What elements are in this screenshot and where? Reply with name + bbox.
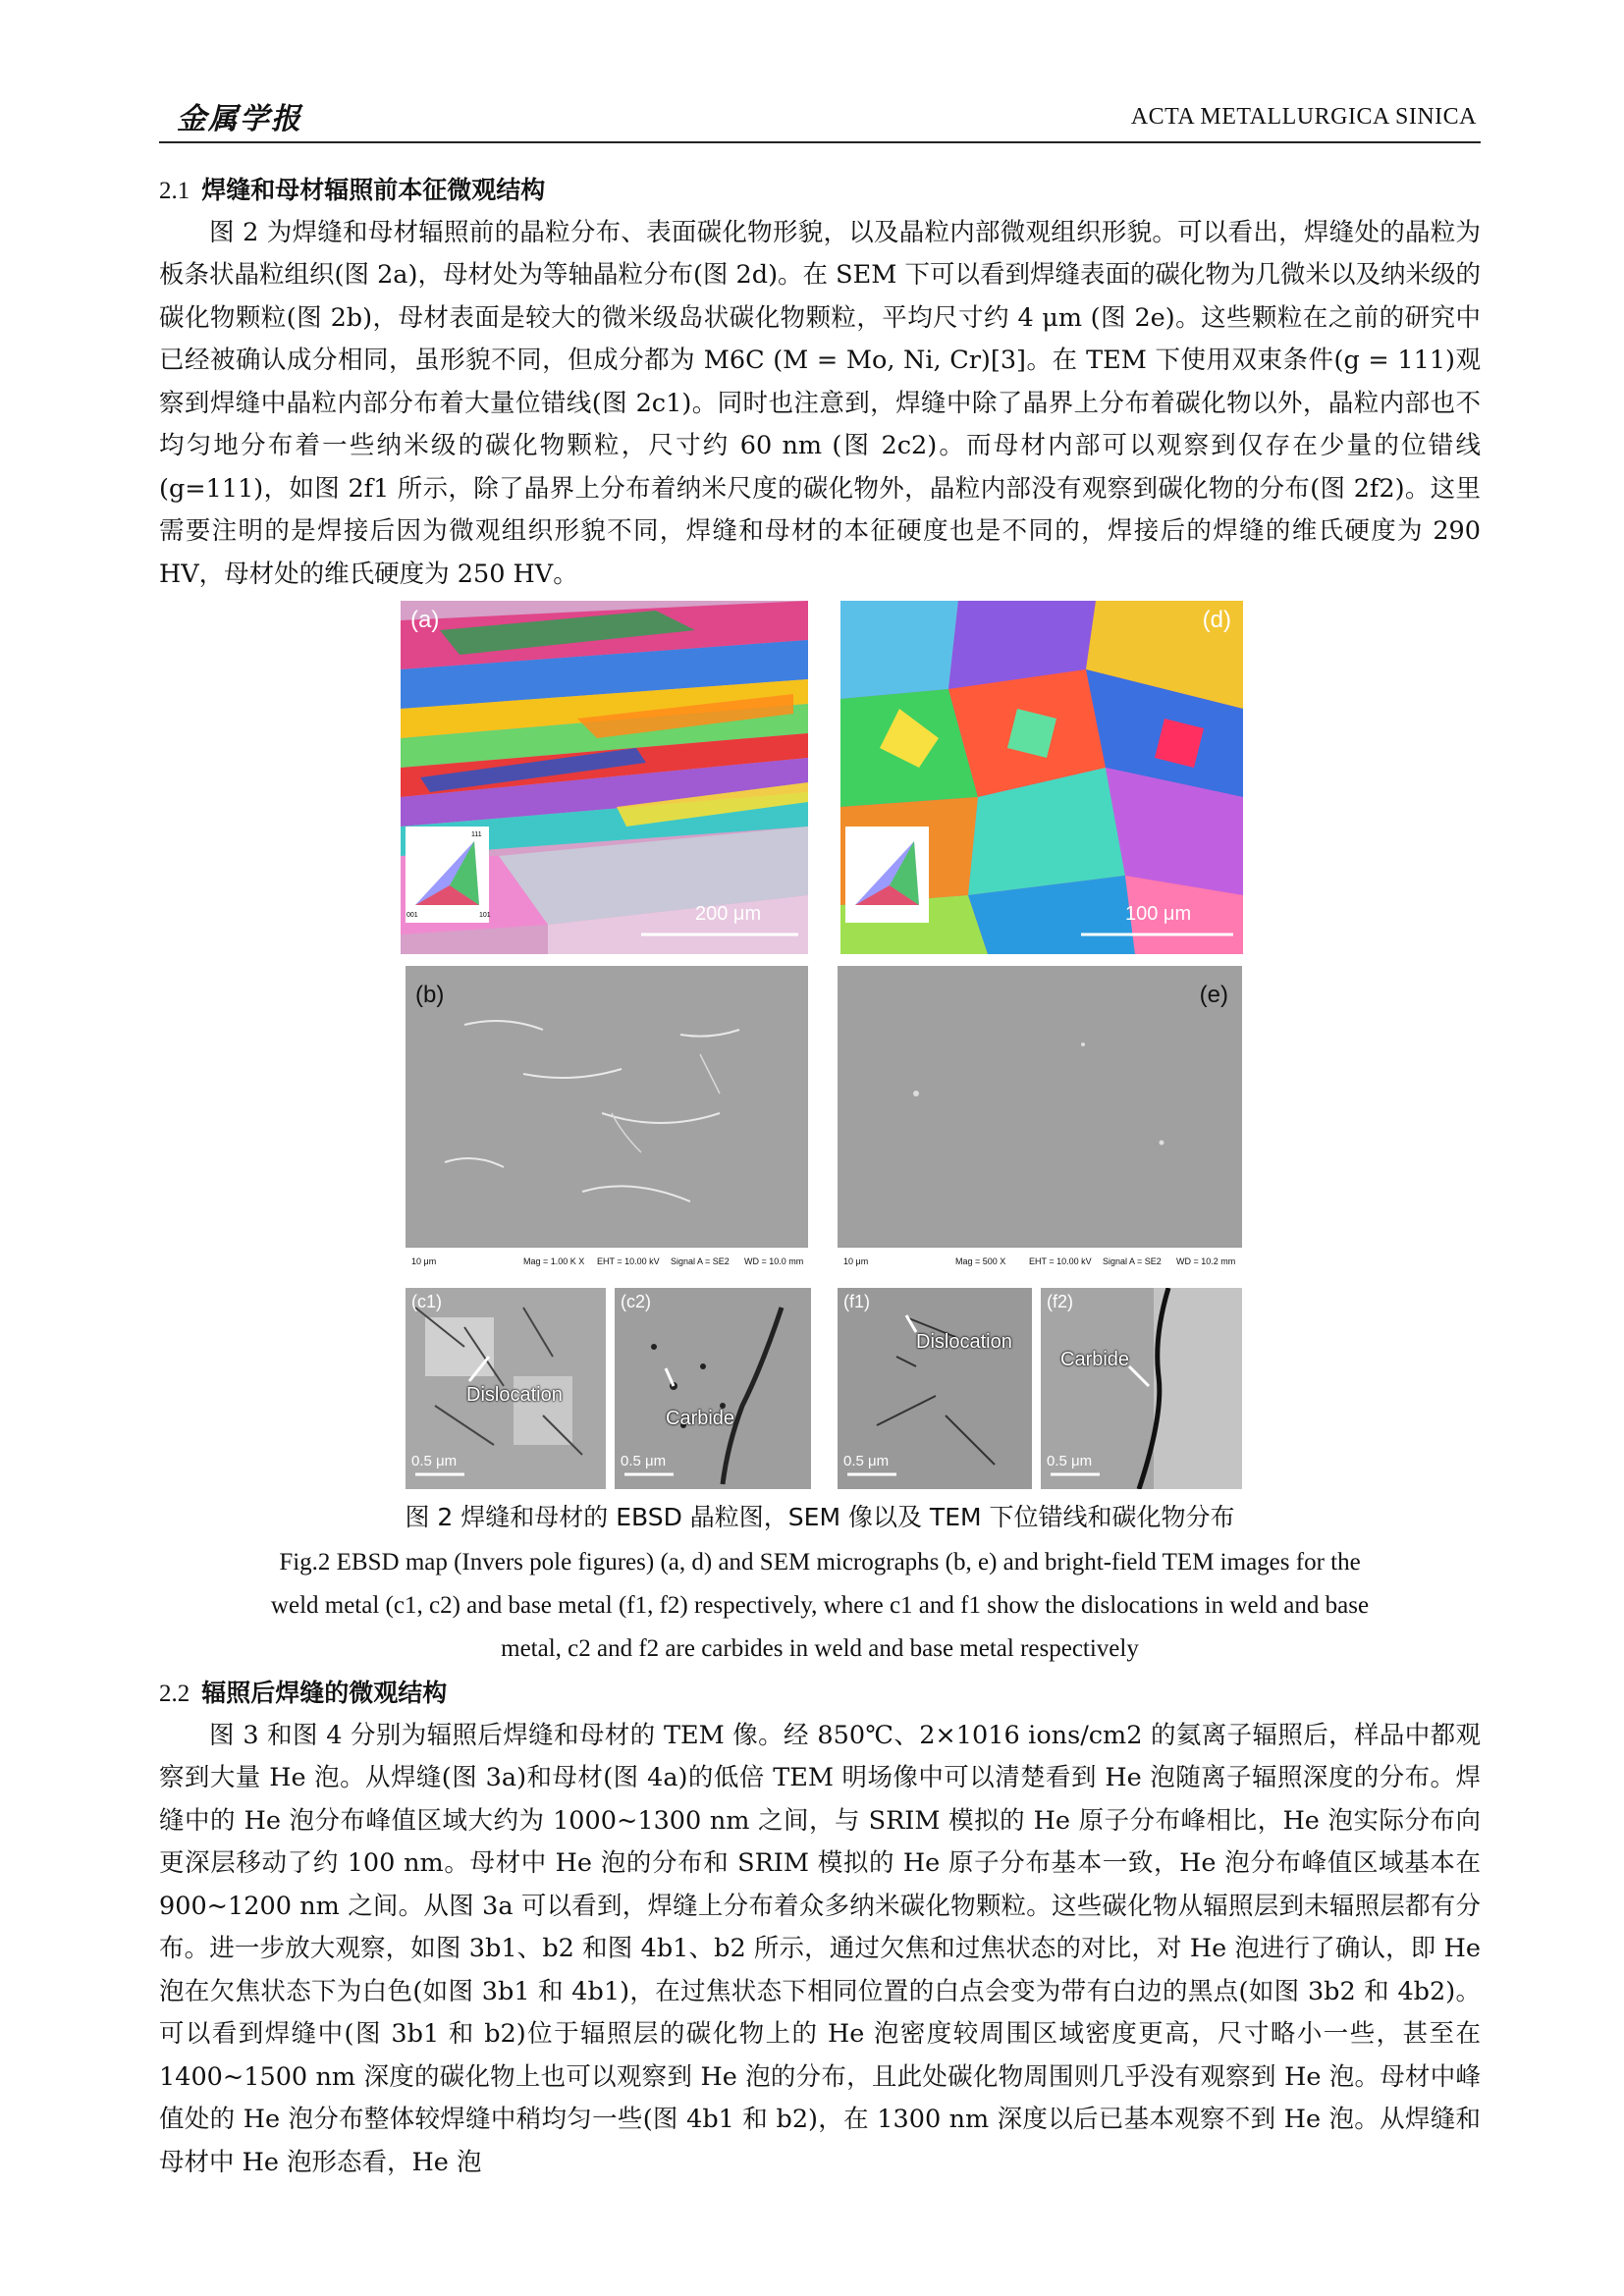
figure-caption-cn: 图 2 焊缝和母材的 EBSD 晶粒图，SEM 像以及 TEM 下位错线和碳化物分布 — [405, 1503, 1235, 1531]
sem-image-weld — [406, 966, 808, 1248]
panel-label-f1: (f1) — [843, 1292, 870, 1311]
panel-label-c1: (c1) — [411, 1292, 442, 1311]
sem-eht-e: EHT = 10.00 kV — [1029, 1256, 1092, 1266]
panel-b-sem-weld — [406, 966, 808, 1275]
figure-caption-en-line3: metal, c2 and f2 are carbides in weld and base metal respectively — [501, 1635, 1139, 1662]
figure-2 — [401, 601, 1241, 1488]
ipf-label-111: 111 — [471, 831, 482, 838]
figure-caption-en-line2: weld metal (c1, c2) and base metal (f1, f2) respectively, where c1 and f1 show the dislocations in weld and base — [270, 1592, 1370, 1619]
page-header — [159, 94, 1481, 143]
panel-label-d: (d) — [1202, 607, 1231, 633]
section-2-1-paragraph: 图 2 为焊缝和母材辐照前的晶粒分布、表面碳化物形貌，以及晶粒内部微观组织形貌。可以看出，焊缝处的晶粒为板条状晶粒组织(图 2a)，母材处为等轴晶粒分布(图 2d)。在 SEM 下可以看到焊缝表面的碳化物为几微米以及纳米级的碳化物颗粒(图 2b)，母材表面是较大的微米级岛状碳化物颗粒，平均尺寸约 4 μm (图 2e)。这些颗粒在之前的研究中已经被确认成分相同，虽形貌不同，但成分都为 M6C (M = Mo, Ni, Cr)[3]。在 TEM 下使用双束条件(g = 111)观察到焊缝中晶粒内部分布着大量位错线(图 2c1)。同时也注意到，焊缝中除了晶界上分布着碳化物以外，晶粒内部也不均匀地分布着一些纳米级的碳化物颗粒，尺寸约 60 nm (图 2c2)。而母材内部可以观察到仅存在少量的位错线 (g=111)，如图 2f1 所示，除了晶界上分布着纳米尺度的碳化物外，晶粒内部没有观察到碳化物的分布(图 2f2)。这里需要注明的是焊接后因为微观组织形貌不同，焊缝和母材的本征硬度也是不同的，焊接后的焊缝的维氏硬度为 290 HV，母材处的维氏硬度为 250 HV。 — [159, 217, 1481, 589]
sem-mag-b: Mag = 1.00 K X — [523, 1256, 585, 1266]
figure-caption-en-line1: Fig.2 EBSD map (Invers pole figures) (a, d) and SEM micrographs (b, e) and bright-field TEM images for the — [279, 1549, 1361, 1575]
sem-info-bar-b — [406, 1247, 808, 1275]
figure-caption-en — [159, 1541, 1481, 1671]
sem-scale-e: 10 μm — [843, 1256, 869, 1266]
scale-label-f2: 0.5 μm — [1047, 1453, 1093, 1469]
scale-label-f1: 0.5 μm — [843, 1453, 890, 1469]
callout-carbide-c2: Carbide — [666, 1408, 735, 1429]
panel-label-b: (b) — [415, 982, 445, 1008]
ebsd-map-weld — [401, 601, 808, 954]
panel-label-c2: (c2) — [621, 1292, 651, 1311]
scale-label-d: 100 μm — [1125, 903, 1192, 925]
panel-label-f2: (f2) — [1047, 1292, 1073, 1311]
callout-dislocation-c1: Dislocation — [466, 1384, 563, 1406]
sem-image-base — [838, 966, 1242, 1248]
panel-f2-tem-base-carbide — [1041, 1288, 1242, 1489]
panel-c2-tem-weld-carbide — [615, 1288, 811, 1489]
journal-title-en: ACTA METALLURGICA SINICA — [1130, 104, 1477, 130]
panel-label-a: (a) — [410, 607, 440, 633]
sem-info-bar-e — [838, 1247, 1242, 1275]
ipf-label-001: 001 — [406, 912, 418, 919]
sem-mag-e: Mag = 500 X — [955, 1256, 1006, 1266]
panel-a-ebsd-weld — [401, 601, 808, 954]
section-number: 2.1 — [159, 178, 190, 204]
section-2-2-paragraph: 图 3 和图 4 分别为辐照后焊缝和母材的 TEM 像。经 850℃、2×1016 ions/cm2 的氦离子辐照后，样品中都观察到大量 He 泡。从焊缝(图 3a)和母材(图 4a)的低倍 TEM 明场像中可以清楚看到 He 泡随离子辐照深度的分布。焊缝中的 He 泡分布峰值区域大约为 1000~1300 nm 之间，与 SRIM 模拟的 He 原子分布峰相比，He 泡实际分布向更深层移动了约 100 nm。母材中 He 泡的分布和 SRIM 模拟的 He 原子分布基本一致，He 泡分布峰值区域基本在 900~1200 nm 之间。从图 3a 可以看到，焊缝上分布着众多纳米碳化物颗粒。这些碳化物从辐照层到未辐照层都有分布。进一步放大观察，如图 3b1、b2 和图 4b1、b2 所示，通过欠焦和过焦状态的对比，对 He 泡进行了确认，即 He 泡在欠焦状态下为白色(如图 3b1 和 4b1)，在过焦状态下相同位置的白点会变为带有白边的黑点(如图 3b2 和 4b2)。可以看到焊缝中(图 3b1 和 b2)位于辐照层的碳化物上的 He 泡密度较周围区域密度更高，尺寸略小一些，甚至在 1400~1500 nm 深度的碳化物上也可以观察到 He 泡的分布，且此处碳化物周围则几乎没有观察到 He 泡。母材中峰值处的 He 泡分布整体较焊缝中稍均匀一些(图 4b1 和 b2)，在 1300 nm 深度以后已基本观察不到 He 泡。从焊缝和母材中 He 泡形态看，He 泡 — [159, 1720, 1482, 2177]
ipf-label-101: 101 — [479, 912, 491, 919]
scale-label-c1: 0.5 μm — [411, 1453, 458, 1469]
section-number: 2.2 — [159, 1681, 190, 1707]
panel-e-sem-base — [838, 966, 1242, 1275]
sem-eht-b: EHT = 10.00 kV — [597, 1256, 660, 1266]
callout-dislocation-f1: Dislocation — [916, 1331, 1012, 1353]
panel-d-ebsd-base — [840, 601, 1243, 954]
ebsd-map-base — [840, 601, 1243, 954]
sem-wd-b: WD = 10.0 mm — [744, 1256, 804, 1266]
panel-f1-tem-base-dislocation — [838, 1288, 1032, 1489]
section-title: 焊缝和母材辐照前本征微观结构 — [201, 176, 546, 204]
panel-label-e: (e) — [1199, 982, 1228, 1008]
panel-c1-tem-weld-dislocation — [406, 1288, 606, 1489]
section-title: 辐照后焊缝的微观结构 — [201, 1679, 448, 1707]
sem-signal-e: Signal A = SE2 — [1103, 1256, 1162, 1266]
callout-carbide-f2: Carbide — [1060, 1349, 1130, 1370]
scale-label-c2: 0.5 μm — [621, 1453, 667, 1469]
scale-label-a: 200 μm — [695, 903, 762, 925]
section-heading-2-1 — [159, 171, 545, 206]
sem-scale-b: 10 μm — [411, 1256, 437, 1266]
sem-signal-b: Signal A = SE2 — [671, 1256, 730, 1266]
sem-wd-e: WD = 10.2 mm — [1176, 1256, 1236, 1266]
journal-title-cn: 金属学报 — [177, 102, 302, 136]
section-heading-2-2 — [159, 1674, 447, 1709]
